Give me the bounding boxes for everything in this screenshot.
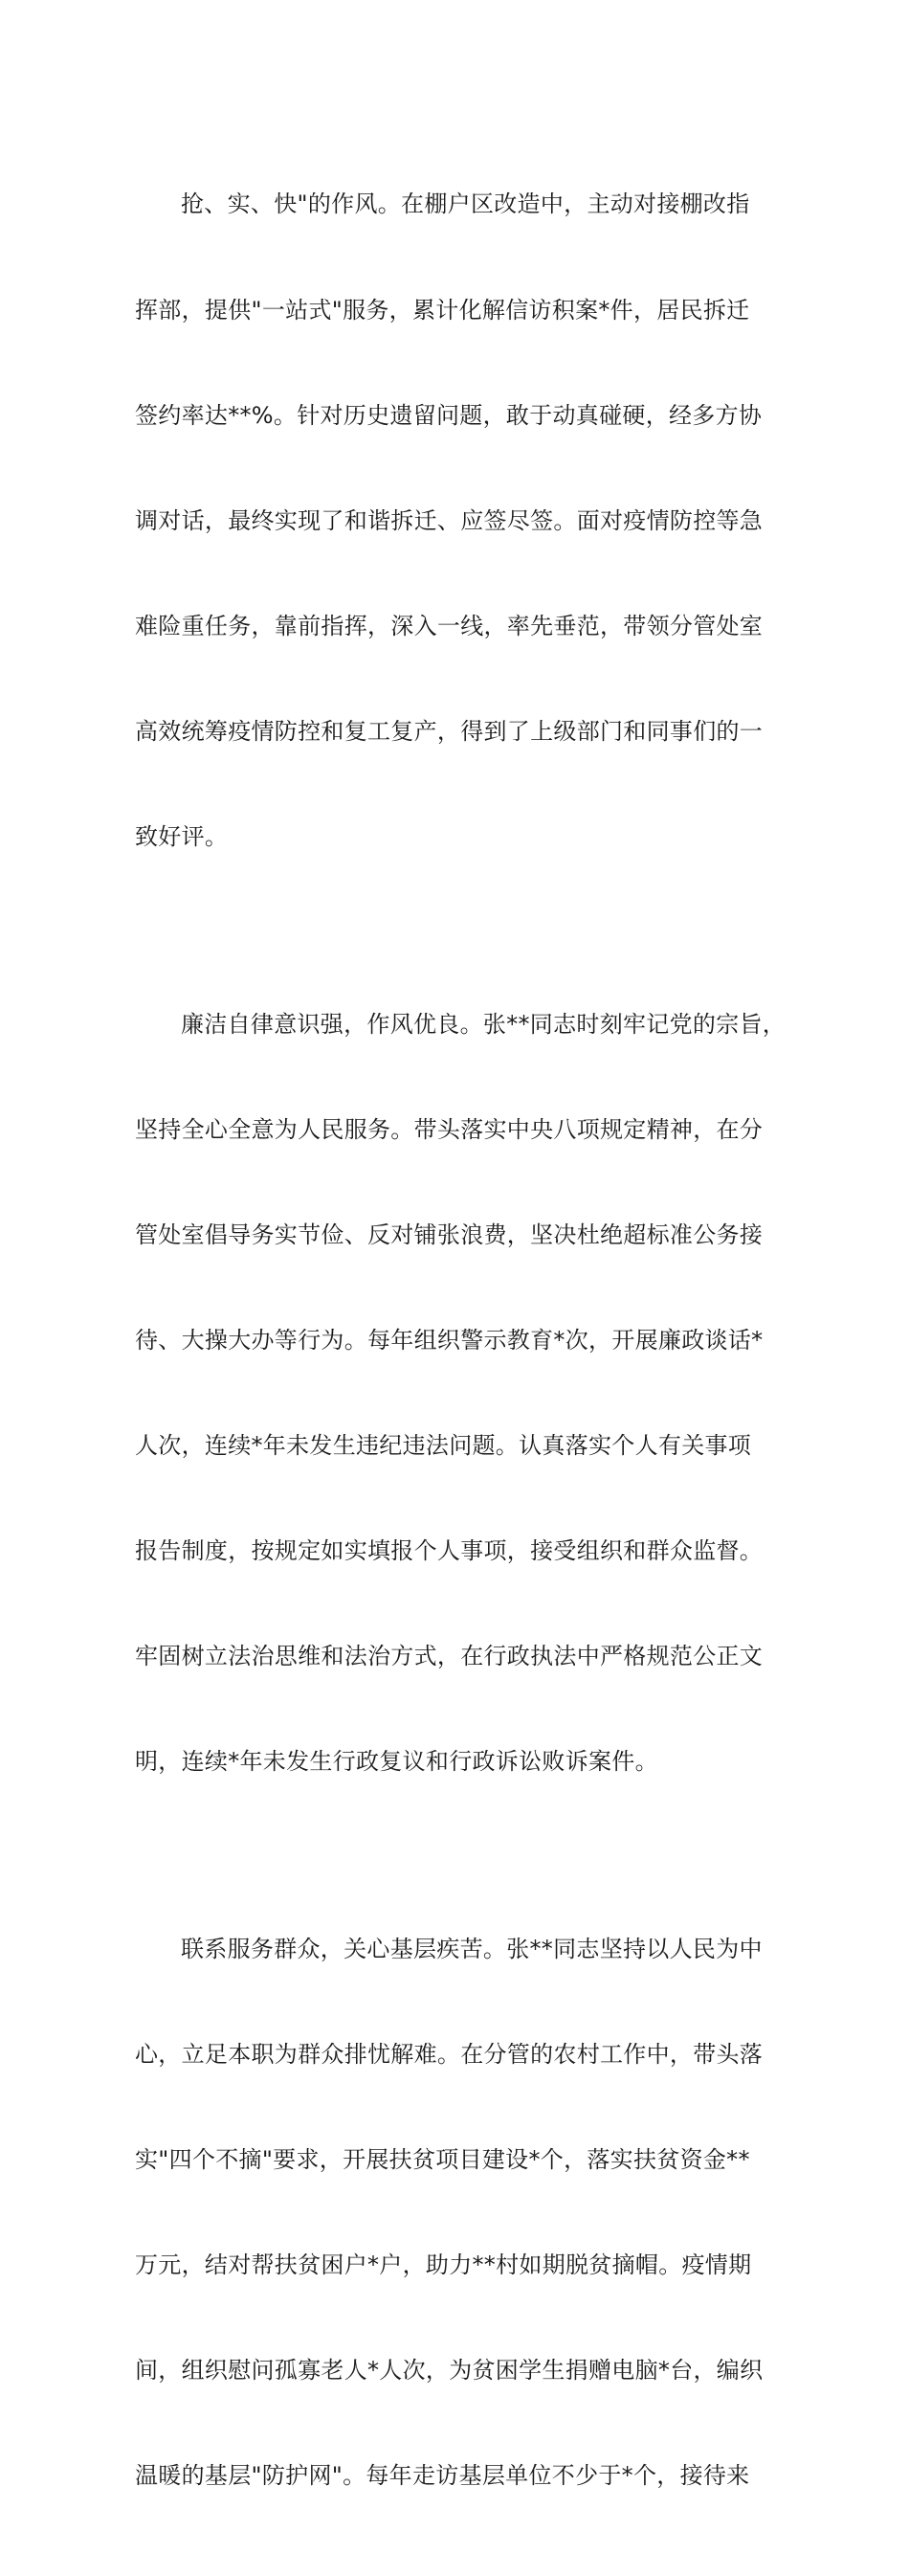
text-line: 心，立足本职为群众排忧解难。在分管的农村工作中，带头落 xyxy=(135,2040,764,2068)
text-line: 签约率达**%。针对历史遗留问题，敢于动真碰硬，经多方协 xyxy=(135,401,763,429)
text-line: 报告制度，按规定如实填报个人事项，接受组织和群众监督。 xyxy=(135,1537,764,1565)
text-line: 联系服务群众，关心基层疾苦。张**同志坚持以人民为中 xyxy=(181,1935,763,1962)
text-line: 间，组织慰问孤寡老人*人次，为贫困学生捐赠电脑*台，编织 xyxy=(135,2357,764,2385)
document-body xyxy=(135,117,795,2576)
text-line: 人次，连续*年未发生违纪违法问题。认真落实个人有关事项 xyxy=(135,1432,752,1460)
text-line: 调对话，最终实现了和谐拆迁、应签尽签。面对疫情防控等急 xyxy=(135,506,764,534)
text-line: 难险重任务，靠前指挥，深入一线，率先垂范，带领分管处室 xyxy=(135,612,764,639)
text-line: 万元，结对帮扶贫困户*户，助力**村如期脱贫摘帽。疫情期 xyxy=(135,2251,752,2279)
text-line: 温暖的基层"防护网"。每年走访基层单位不少于*个，接待来 xyxy=(135,2462,750,2490)
text-line: 高效统筹疫情防控和复工复产，得到了上级部门和同事们的一 xyxy=(135,717,764,745)
text-line: 抢、实、快"的作风。在棚户区改造中，主动对接棚改指 xyxy=(181,190,750,218)
text-line: 坚持全心全意为人民服务。带头落实中央八项规定精神，在分 xyxy=(135,1115,764,1143)
text-line: 致好评。 xyxy=(135,823,229,851)
paragraph-service xyxy=(135,1861,795,2564)
paragraph-integrity xyxy=(135,936,795,1849)
paragraph-conduct xyxy=(135,117,795,925)
text-line: 明，连续*年未发生行政复议和行政诉讼败诉案件。 xyxy=(135,1748,658,1776)
text-line: 待、大操大办等行为。每年组织警示教育*次，开展廉政谈话* xyxy=(135,1326,764,1354)
text-line: 实"四个不摘"要求，开展扶贫项目建设*个，落实扶贫资金** xyxy=(135,2146,750,2174)
text-line: 管处室倡导务实节俭、反对铺张浪费，坚决杜绝超标准公务接 xyxy=(135,1221,764,1248)
text-line: 廉洁自律意识强，作风优良。张**同志时刻牢记党的宗旨， xyxy=(181,1010,787,1038)
text-line: 挥部，提供"一站式"服务，累计化解信访积案*件，居民拆迁 xyxy=(135,296,750,324)
text-line: 牢固树立法治思维和法治方式，在行政执法中严格规范公正文 xyxy=(135,1643,764,1670)
